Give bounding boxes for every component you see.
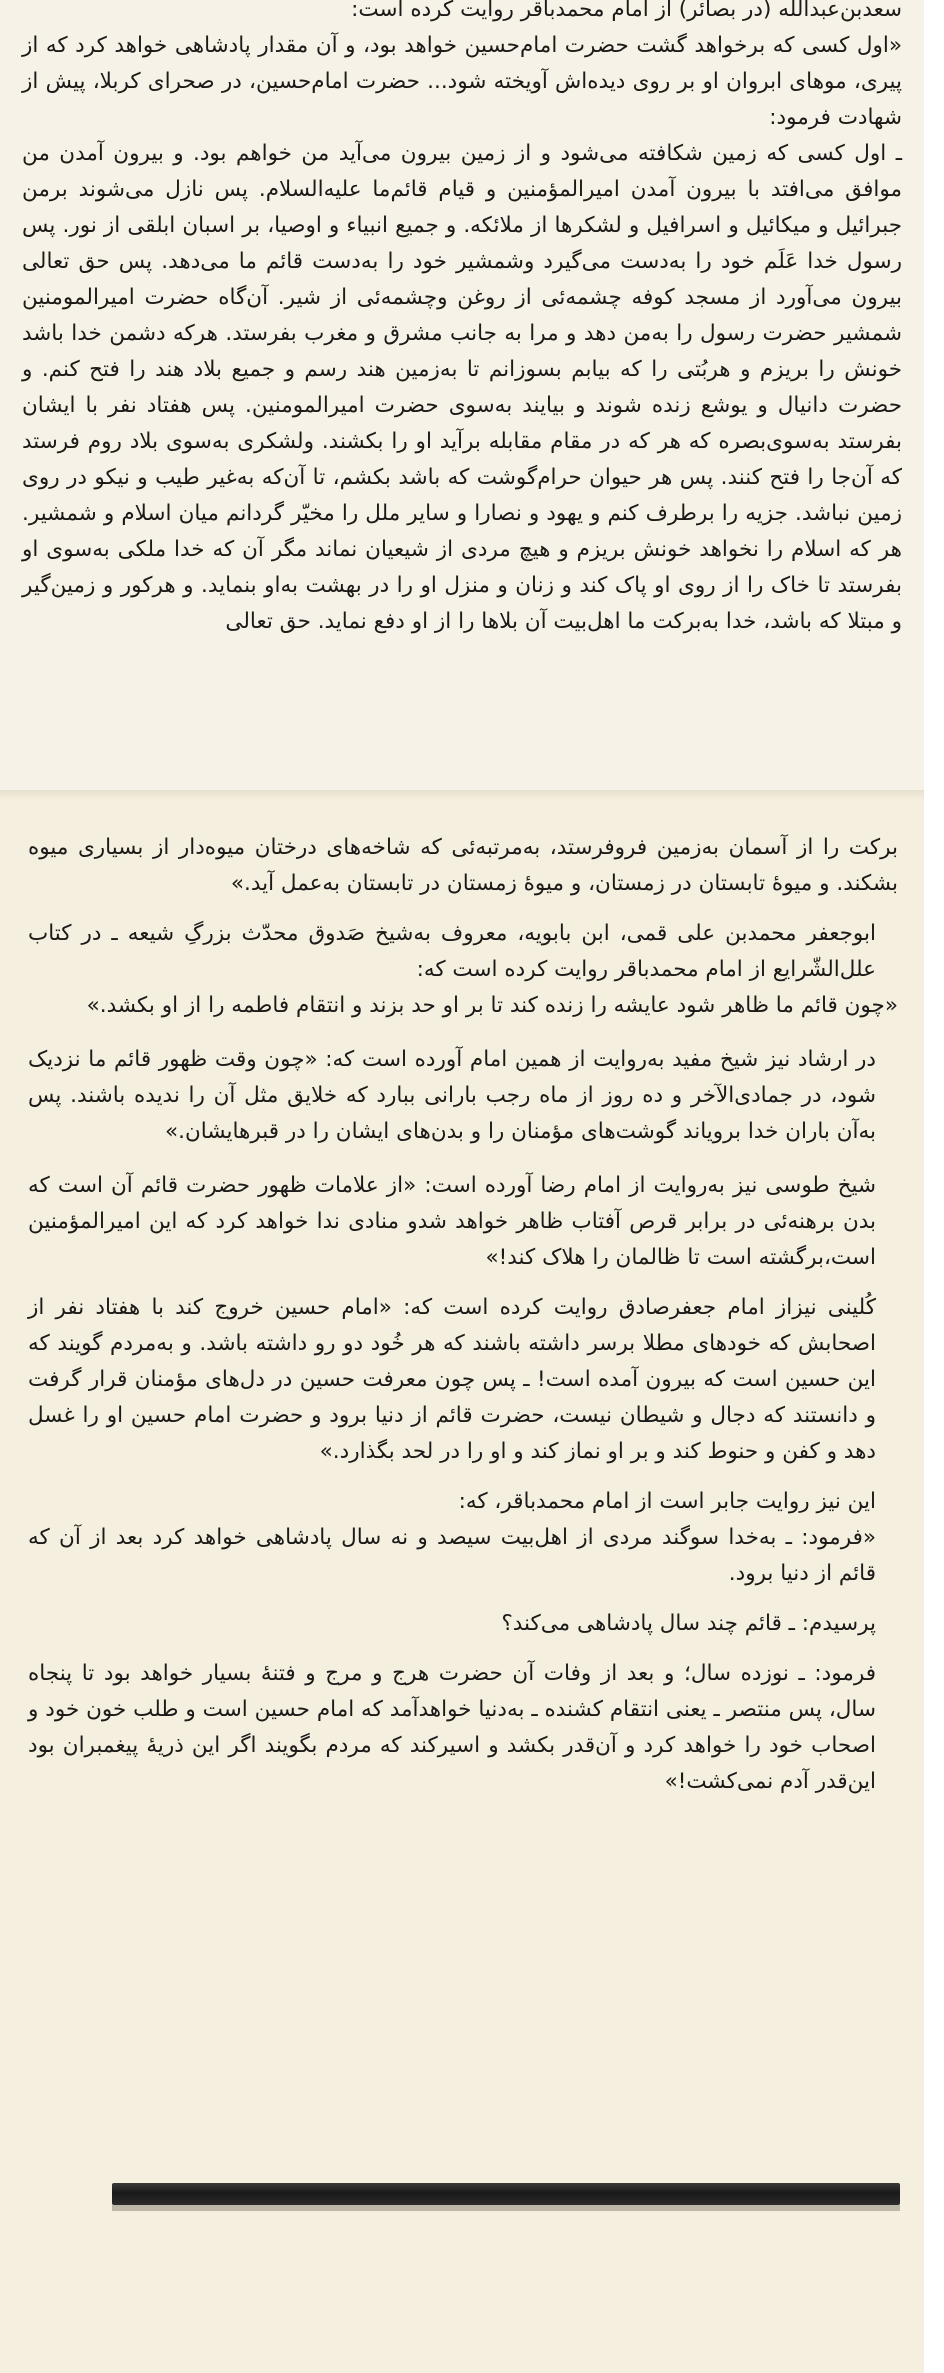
bottom-text-block xyxy=(28,830,898,1800)
source-line: سعدبن‌عبدالله (در بصائر) از امام محمدباقر روایت کرده است: xyxy=(351,0,902,22)
paragraph-tusi: شیخ طوسی نیز به‌روایت از امام رضا آورده است: «از علامات ظهور حضرت قائم آن است که بدن برهنه‌ئی در برابر قرص آفتاب ظاهر خواهد شدو منادی ندا خواهد کرد که این امیرالمؤمنین است،برگشته است تا ظالمان را هلاک کند!» xyxy=(28,1173,876,1270)
footer-rule xyxy=(112,2183,900,2205)
paragraph-saduq: ابوجعفر محمدبن علی قمی، ابن بابویه، معروف به‌شیخ صَدوق محدّث بزرگِ شیعه ـ در کتاب علل‌الشّرایع از امام محمدباقر روایت کرده است که: xyxy=(28,921,876,982)
right-margin xyxy=(924,0,944,2373)
paragraph-jabir: این نیز روایت جابر است از امام محمدباقر، که: xyxy=(458,1489,876,1514)
paragraph-kulayni: کُلینی نیزاز امام جعفرصادق روایت کرده است که: «امام حسین خروج کند با هفتاد نفر از اصحابش که خودهای مطلا برسر داشته باشند که هر خُود دو رو داشته باشد. و به‌مردم گویند که این حسین است که بیرون آمده است! ـ پس چون معرفت حسین در دل‌های مؤمنان قرار گرفت و دانستند که دجال و شیطان نیست، حضرت قائم از دنیا برود و حضرت امام حسین او را غسل دهد و کفن و حنوط کند و بر او نماز کند و او را در لحد بگذارد.» xyxy=(28,1295,876,1464)
paragraph-aisha: «چون قائم ما ظاهر شود عایشه را زنده کند تا بر او حد بزند و انتقام فاطمه را از او بکشد.» xyxy=(86,993,898,1018)
paragraph-mufid: در ارشاد نیز شیخ مفید به‌روایت از همین امام آورده است که: «چون وقت ظهور قائم ما نزدیک شود، در جمادی‌الآخر و ده روز از ماه رجب بارانی ببارد که خلایق مثل آن را ندیده باشند. پس به‌آن باران خدا برویاند گوشت‌های مؤمنان را و بدن‌های ایشان را در قبرهایشان.» xyxy=(28,1047,876,1144)
paragraph-hussein-speech: ـ اول کسی که زمین شکافته می‌شود و از زمین بیرون می‌آید من خواهم بود. و بیرون آمدن من موافق می‌افتد با بیرون آمدن امیرالمؤمنین و قیام قائم‌ما علیه‌السلام. پس نازل می‌شوند برمن جبرائیل و میکائیل و اسرافیل و لشکرها از ملائکه. و جمیع انبیاء و اوصیا، بر اسبان ابلقی از نور. پس رسول خدا عَلَم خود را به‌دست می‌گیرد وشمشیر خود را به‌دست قائم ما می‌دهد. پس حق تعالی بیرون می‌آورد از مسجد کوفه چشمه‌ئی از روغن وچشمه‌ئی از شیر. آن‌گاه حضرت امیرالمومنین شمشیر حضرت رسول را به‌من دهد و مرا به جانب مشرق و مغرب بفرستد. هرکه دشمن خدا باشد خونش را بریزم و هربُتی را که بیابم بسوزانم تا به‌زمین هند رسم و جمیع بلاد هند را فتح کنم. و حضرت دانیال و یوشع زنده شوند و بیایند به‌سوی حضرت امیرالمومنین. پس هفتاد نفر با ایشان بفرستد به‌سوی‌بصره که هر که در مقام مقابله برآید او را بکشند. ولشکری به‌سوی بلاد روم فرستد که آن‌جا را فتح کنند. پس هر حیوان حرام‌گوشت که باشد بکشم، تا آن‌که به‌غیر طیب و نیکو در روی زمین نباشد. جزیه را برطرف کنم و یهود و نصارا و سایر ملل را مخیّر گردانم میان اسلام و شمشیر. هر که اسلام را نخواهد خونش بریزم و هیچ مردی از شیعیان نماند مگر آن که خدا ملکی به‌سوی او بفرستد تا خاک را از روی او پاک کند و زنان و منزل او را در بهشت به‌او بنماید. و هرکور و زمین‌گیر و مبتلا که باشد، خدا به‌برکت ما اهل‌بیت آن بلاها را از او دفع نماید. حق تعالی xyxy=(22,141,902,634)
paragraph-hussein-return: «اول کسی که برخواهد گشت حضرت امام‌حسین خواهد بود، و آن مقدار پادشاهی خواهد کرد که از پیری، موهای ابروان او بر روی دیده‌اش آویخته شود... حضرت امام‌حسین، در صحرای کربلا، پیش از شهادت فرمود: xyxy=(22,33,902,130)
top-text-block xyxy=(22,0,902,640)
paragraph-question: پرسیدم: ـ قائم چند سال پادشاهی می‌کند؟ xyxy=(501,1611,876,1636)
paragraph-oath: «فرمود: ـ به‌خدا سوگند مردی از اهل‌بیت سیصد و نه سال پادشاهی خواهد کرد بعد از آن که قائم از دنیا برود. xyxy=(28,1525,876,1586)
paragraph-blessing: برکت را از آسمان به‌زمین فروفرستد، به‌مرتبه‌ئی که شاخه‌های درختان میوه‌دار از بسیاری میوه بشکند. و میوهٔ تابستان در زمستان، و میوهٔ زمستان در تابستان به‌عمل آید.» xyxy=(28,835,898,896)
footer-rule-shadow xyxy=(112,2205,900,2211)
sheet-edge xyxy=(0,790,924,800)
paragraph-answer: فرمود: ـ نوزده سال؛ و بعد از وفات آن حضرت هرج و مرج و فتنهٔ بسیار خواهد بود تا پنجاه سال، پس منتصر ـ یعنی انتقام کشنده ـ به‌دنیا خواهدآمد که امام حسین است و طلب خون خود و اصحاب خود را خواهد کرد و آن‌قدر بکشد و اسیرکند که مردم بگویند اگر این ذریهٔ پیغمبران بود این‌قدر آدم نمی‌کشت!» xyxy=(28,1661,876,1794)
